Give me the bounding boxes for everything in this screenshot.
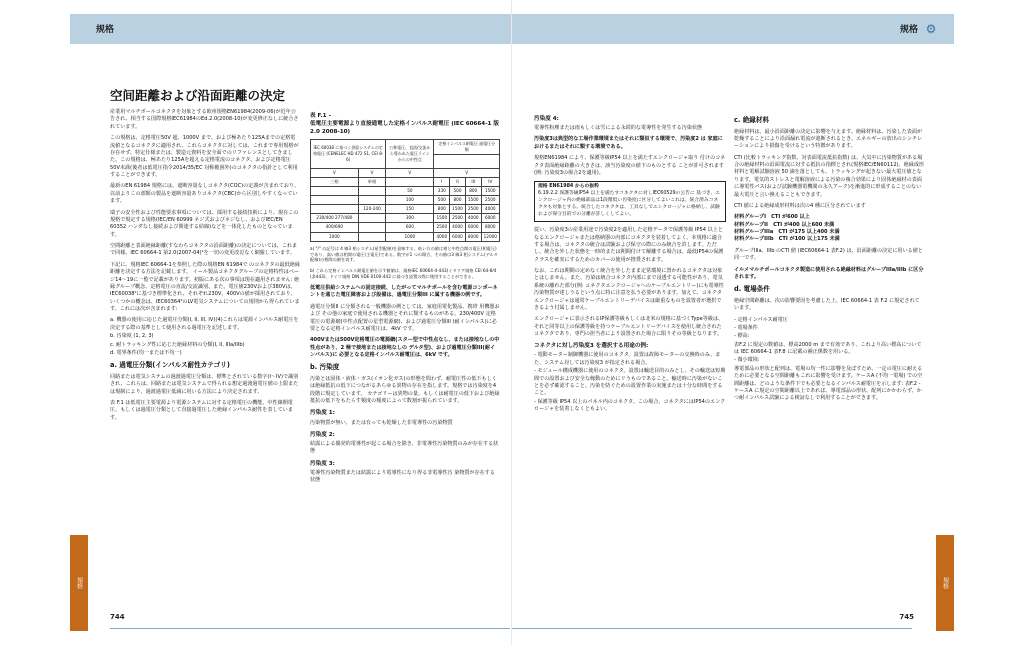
section-heading: c. 絶縁材料 [734,116,770,124]
list-item: 材料グループIIIb CTI が100 以上175 未満 [734,236,840,243]
list-item: - 定格インパルス耐電圧 [734,316,788,323]
table-header: 定格インパルス耐電圧 過電圧分類 [434,140,500,155]
list-item: - 標高: [734,333,750,340]
right-column-2 [734,112,924,404]
table-cell: 400/690 [311,223,359,232]
header-band [512,14,954,44]
right-page [512,0,1024,645]
table-cell: 330 [434,187,450,196]
table-cell: 800 [434,205,450,214]
table-cell: V [358,168,386,177]
table-cell [386,178,434,187]
table-cell: 1500 [450,205,466,214]
table-cell: I [434,178,450,187]
list-item: d. 電界条件(均一または不均一) [110,349,182,356]
table-header: 公称電圧、直流/交流から導かれた電圧ラインからの中性点 [386,140,434,169]
table-cell [358,187,386,196]
table-cell: 4000 [465,214,481,223]
table-header: IEC 60038 に基づく供給システムの定格電圧 (CENELEC HD 472 S1, CEI 8-6) [311,140,386,169]
paragraph: 電導性粉塵または雨もしくは雪による永続的な電導性を発生する汚染状態 [534,125,703,132]
subheading: 汚染度 1: [310,410,335,417]
paragraph: エンクロージャに表示されるIP保護等級もしくは北米の規格に基づくType等級は、それと同等以上の保護等級を持つケーブルエントリーデバイスを使用し統合されたコネクタであり、専門の担当者により設置された場合に限りその等級となります。 [534,316,724,337]
paragraph: 汚染物質が無い、または有っても乾燥した非電導性の汚染物質 [310,419,453,426]
table-cell: 300 [386,214,434,223]
paragraph: 過電圧分類II に分類される一般機器の例としては、家庭用電化製品、携帯 用機器および その他の家庭で使用される機器とそれに類するものがある。230/400V 定格電圧の電源網(中性点配置の星型電源網)、および過電圧分類III (耐インパルス)に必要となる定格インパルス耐電圧は、4kV です。 [310,303,500,332]
table-cell: 500 [450,187,466,196]
table-cell: 1000 [386,232,434,241]
paragraph: 産業用マルチポールコネクタを対象とする欧州規格EN61984(2009-06)が近年公告され、相当する国際規格IEC61984のEd.2.0(2008-10)が変更修正なしに統合されています。 [110,109,299,130]
table-cell: 2500 [450,214,466,223]
page-number: 745 [899,613,914,621]
table-row [311,223,500,232]
table-row [311,214,500,223]
table-cell: 1000 [311,232,359,241]
table-cell: 4000 [450,223,466,232]
table-cell: 150 [386,205,434,214]
table-cell [311,205,359,214]
table-note: b) これら定格インパルス耐電圧値を示す値値は、規格IEC 60664-4-443(イタリア規格 CEI 64-8/4 (条443)、ドイツ規格 DIN VDE 0100-443 に基づき設置の際に使用することができる。 [310,268,497,280]
table-cell: 2500 [465,205,481,214]
voltage-table [310,139,500,241]
list-item: - 微小環境: [734,357,760,364]
paragraph: 端子の安全性および性能要求事項については、採用する接続技術により、現在この規格で規定する規格(IEC/EN 60999 ネジ式およびネジなし、およびIEC/EN 60352 ハンダなし接続および関連する結線)などを一体化したものとなっています。 [110,209,299,238]
paragraph: なお、これは期間の定めなく統合を外したまま定常環境に置かれるコネクタは対象とはしません。また、汚染は統合コネクタ内部にまで浸透する可能性があり、電気系統の離れた部分(例: コネクタエンクロージャへのケーブルエントリー)にも電導性汚染物質が達しうるという点に特に注意を払う必要があります。加えて、コネクタエンクロージャは通常ケーブルエントリーデバイスは厳重なものを設置者が選択できるよう付属しません。 [534,268,724,311]
table-body [311,187,500,242]
paragraph: 従い、汚染度3の産業用途で汚染度2を適用した定格データで保護等級 IP54 以上となるエンクロージャまたは格納器の内部にコネクタを装着してよく、本規格に適合する場合は、コネクタの統合は試験および保守の際にのみ統合を許します。ただし、統合を外した状態を一時的または期間付けて解離する場合は、最低IP54の保護クラスを確実にするためのカバーの使用が推奨されます。 [534,227,724,263]
paragraph: 低電圧供給システムへの固定接続、したがってマルチポールを含む電源コンポーネントを通じた電圧障害および設備は、過電圧分類III に属する機器の例です。 [310,285,498,299]
footer-rule [110,628,510,629]
paragraph: 規格EN61984 により、保護等級IP54 以上を満たすエンクロージャ取り 付けのコネクタ表面絶縁距離の大きさは、該当汚染度の値下のものとする ことが許可されます(例: 汚染度3の場合2を適用)。 [534,155,726,176]
header-band [70,14,512,44]
table-cell: 8000 [465,232,481,241]
table-row [311,196,500,205]
table-cell [358,196,386,205]
list-item: c. 耐トラッキング性に応じた絶縁材料の分類(I, II, IIIa/IIIb) [110,341,245,348]
table-note: a) "/" の記号は 4 線3 相システム(星型配線)を意味する。低い方の値は相と中性点間の電圧(相電圧)であり、高い値は相間の電圧(主電圧)である。数字が1 つの場合、その値は3 線3 相システム(デルタ配線)の相間の値を表す。 [310,245,498,263]
list-item: 材料グループIIIa CTI が175 以上400 未満 [734,229,840,236]
table-cell: II [450,178,466,187]
paragraph: CTI 値による絶縁成形材料は次の4 種に区分されています [734,202,866,209]
paragraph: イルメマルチポールコネクタ製造に使用される絶縁材料はグループIIIa/IIIb に区分されます。 [734,266,924,280]
header-title: 规格 [96,25,115,35]
subheading: 汚染度 2: [310,431,335,438]
table-cell: 1500 [465,196,481,205]
section-heading: b. 汚染度 [310,363,340,372]
table-cell: 6000 [481,214,499,223]
paragraph: 最新のEN 61984 規格には、遮断容量なしコネクタ(COC)の定義が含まれており、以前よりこの部類の製品を遮断容量ありコネクタ(CBC)から区別しやすくなっています。 [110,183,300,205]
material-groups [734,214,924,244]
table-cell: 800 [465,187,481,196]
table-cell [358,214,386,223]
list-item: 材料グループII CTI が400 以上600 未満 [734,221,835,228]
table-cell: 4000 [434,232,450,241]
table-cell: 4000 [481,205,499,214]
paragraph: 汚染とは固体・液体・ガス(イオン化ガス)の形態を問わず、耐電圧性の低下もしくは絶縁抵抗の低下につながるあらゆる異物の存在を指します。規格では汚染度を4段階に規定しています。 カテゴリーは異物の量、もしくは耐電圧の低下および絶縁抵抗の低下をもたらす頻度の頻度によって数割が振られています。 [310,375,500,405]
table-row [311,205,500,214]
paragraph: 400Vまたは500V定格電圧の電源網(スター型で中性点なし、または接地なしの中性点があり、2 極で接地または接地なしの デルタ型)、および過電圧分類III(耐インパルス)に 必要となる定格インパルス耐電圧は、6kV です。 [310,337,500,359]
table-cell: 100 [386,196,434,205]
list-item: - モジュール構成機器に使用のコネクタ。設置は輸送目的のみとし、その輸送は短期間での設置および安全な稼動のためにリうものであること。輸送時に汚染がないことを必ず確認すること。汚染を防ぐための設置作業の実施または十分な時間をすること。 [534,368,726,397]
paragraph: 汚染度3は典型的な工場作業環境またはそれに類似する環境で、汚染度2 は 家庭におけるまたはそれに類する環境である。 [534,136,723,150]
section-tab: 規格 [936,535,954,631]
table-cell: 500 [434,196,450,205]
table-row [311,232,500,241]
list-item: b. 汚染度 (1, 2, 3) [110,333,154,340]
table-cell: 8000 [481,223,499,232]
table-cell: 230/400 277/480 [311,214,359,223]
paragraph: 絶縁空間距離は、次の影響要因を考慮した上、IEC 60664-1 表 F.2 に規定されています。 [734,297,920,312]
paragraph: 電導性汚染物質または結露により電導性になり得る非電導性汚 染物質が存在する状態 [310,469,495,484]
table-cell: 600 [386,223,434,232]
section-heading: a. 過電圧分類(インパルス耐性カテゴリ) [110,361,230,370]
gear-icon: ⚙ [925,22,937,36]
subheading: 汚染度 4: [534,116,559,122]
excerpt-text: 6.19.2.2 保護等級IP54 以上を満たすコネクタに対しIEC60529の公告に 基づき、エンクロージャ内の絶縁部品は1段階低い汚染度に区分してよいこれは、統合済みコネクタも対象とする。統合したコネクタは、工具なしでエンクロージャに格納し、試験および保守目的での分離が許しくしてよい。 [538,191,721,218]
paragraph: 下記に、規格IEC 60664-1を参照した際の規格EN 61984で のコネクタの最低絶縁距離を決定する方法を記載します。 イール製品コネクタグループの定格特性はページ14～19に一覧で記載があります。初版にある次の事項は現在適用されません: 絶縁グループ概念、定格電圧の直流/交流識別、また、電圧値230Vおよび380Vは、IEC60038²に基づき標準化され、それぞれ230V、400Vの値が採用されており、いくつかの概念は、IEC60364³のLV電気システムについての規則から得られています。これには次が含まれます: [110,261,300,312]
table-cell: 1500 [434,214,450,223]
subheading: コネクタに対し汚染度3 を選択する用途の例: [534,343,649,350]
condition-list [734,317,924,403]
table-cell: 三相 [311,178,359,187]
table-cell: 1500 [481,187,499,196]
list-item: - 保護等級 IP54 以上のパネル内のコネクタ。この場合、コネクタにはIP54のエンクロージャを装着しなくともよい。 [534,398,726,413]
table-title: 低電圧主要電源より直接通電した定格インパルス耐電圧 (IEC 60664-1 版 2.0 2008-10) [310,121,499,136]
paragraph: 表 F.1 は低電圧主要電源より電源システムに対する定格電圧の機能、中性線開電圧、もしくは過電圧分類として直接過電圧した絶縁インパルス耐性を表しています。 [110,399,293,421]
table-cell: V [311,168,359,177]
table-cell: 単相 [358,178,386,187]
section-tab: 規格 [70,535,88,631]
table-cell: 12000 [481,232,499,241]
table-cell: IV [481,178,499,187]
section-heading: d. 電場条件 [734,285,770,294]
table-cell [358,232,386,241]
left-column-2 [310,112,500,489]
table-cell: 50 [386,187,434,196]
left-column-1 [110,88,300,426]
page-number: 744 [110,613,125,621]
paragraph: グループIIIa、IIIb のCTI 値 (IEC60664-1 表F.2) は、沿面距離の決定に用いる値と同一です。 [734,247,923,262]
table-cell: 2500 [481,196,499,205]
table-cell: V [434,168,500,177]
table-cell: V [386,168,434,177]
table-cell: 2500 [434,223,450,232]
right-column-1 [534,112,726,414]
header-title: 规格 [899,25,918,35]
paragraph: 絶縁材料は、最小沿面距離の決定に影響を与えます。絶縁材料は、汚染した表面が乾燥することにより沿面漏れ電流が遮断されるとき、エネルギーの放出のシンチレーションにより損傷を受けるという特徴があります。 [734,128,923,150]
subheading: 汚染度 3: [310,460,335,467]
paragraph: この規格は、定格電圧50V 超、1000V まで、および極あたり125Aまでの定格電流値となるコネクタに適用され、これらコネクタに対しては、これまで専用規格が存在せず、特定仕様または、製造元資料を安全面でのリファレンスとしてきました。この規格は、極あたり125Aを超える定格電流のコネクタ、および定格電圧50V未満(後者は低電圧指令2014/35/EC 対称範囲外)のコネクタの指針として利用することができます。 [110,135,299,178]
excerpt-title: 規格 EN61984 からの抜粋 [538,184,599,190]
list-item: 導電部品の形状と配列は、電場の均一性に影響を及ぼすため、一定の電圧に耐えるために必要となる空間距離もこれに影響を受けます。ケースA (不均一電場) での空間距離は、どのような条件下でも必要となるインパルス耐電圧を示します: 表F.2 - ケースA に規定の空間距離以上であれば、導電部品の形状、配列にかかわらず、かつ耐インパルス試験による検証なしで利用することができます。 [734,365,923,402]
table-cell: 6000 [465,223,481,232]
example-list [534,352,726,413]
table-label: 表 F.1 – [310,113,332,119]
list-item: - 電動モーター制御機器に使用のコネクタ。設置は故障モーターの交換時のみ、また、システム対しては汚染度3 が指定される場合。 [534,352,721,366]
paragraph: CTI (比較トラッキング指数、対表面電流抵抗指数) は、大気中に汚染物質がある場合の絶縁材料の沿面電流に対する抵抗の指標とされ(規格IEC/EN60112)、絶縁成形材料と電解試験溶液 50 滴を落としても、トラッキングが起きない最大電圧値となります。電気的ストレスと電解溶液による汚染の複合効果により固体絶縁材の表面に導電性パス(および試験機器電機間の永久アーク)を漸進的に形成することのない最大電圧と言い換えることもできます。 [734,154,925,198]
paragraph: 空間距離と表面絶縁距離(すなわちコネクタの沿面距離)の決定については、これまで同様、IEC 60664-1 第2.0(2007-04)¹を一切の変更改訂なく網羅しています。 [110,243,298,257]
list-item: - 電場条件 [734,324,758,331]
table-row [311,187,500,196]
list-item: 材料グループI CTI が600 以上 [734,214,810,221]
table-cell [311,187,359,196]
table-cell [311,196,359,205]
paragraph: 回路または電気システムの過渡過電圧分類は、標準とされている数字(I〜IV)で識別され、これらは、回路または電気システムで得られる想定過渡過電圧値の上限または規制により、過渡過電圧低減に用いる方法により決定されます。 [110,373,299,395]
page-title: 空间距離および沿面距離の決定 [110,88,286,103]
table-cell: 6000 [450,232,466,241]
table-cell: III [465,178,481,187]
list-item: 表F.2 に規定の数値は、標高2000 m まで有効であり、これより高い標高については IEC 60664-1 表F.8 に記載の補正係数を用いる。 [734,341,922,356]
paragraph: 結露による偶発的電導性が起こる場合を除き、非電導性汚染物質のみが存在する状態 [310,441,499,455]
table-cell [358,223,386,232]
list-item: a. 機器の使用に応じた過電圧分類(I, II, III, IV)(4)これらは電源インパルス耐電圧を決定する際の基準として使用される過電圧を記述します。 [110,317,299,331]
excerpt-box [534,181,726,222]
table-cell: 120-240 [358,205,386,214]
table-spacer [434,154,500,168]
criteria-list [110,317,300,357]
footer-rule [512,628,912,629]
table-cell: 800 [450,196,466,205]
table-caption [310,112,500,136]
